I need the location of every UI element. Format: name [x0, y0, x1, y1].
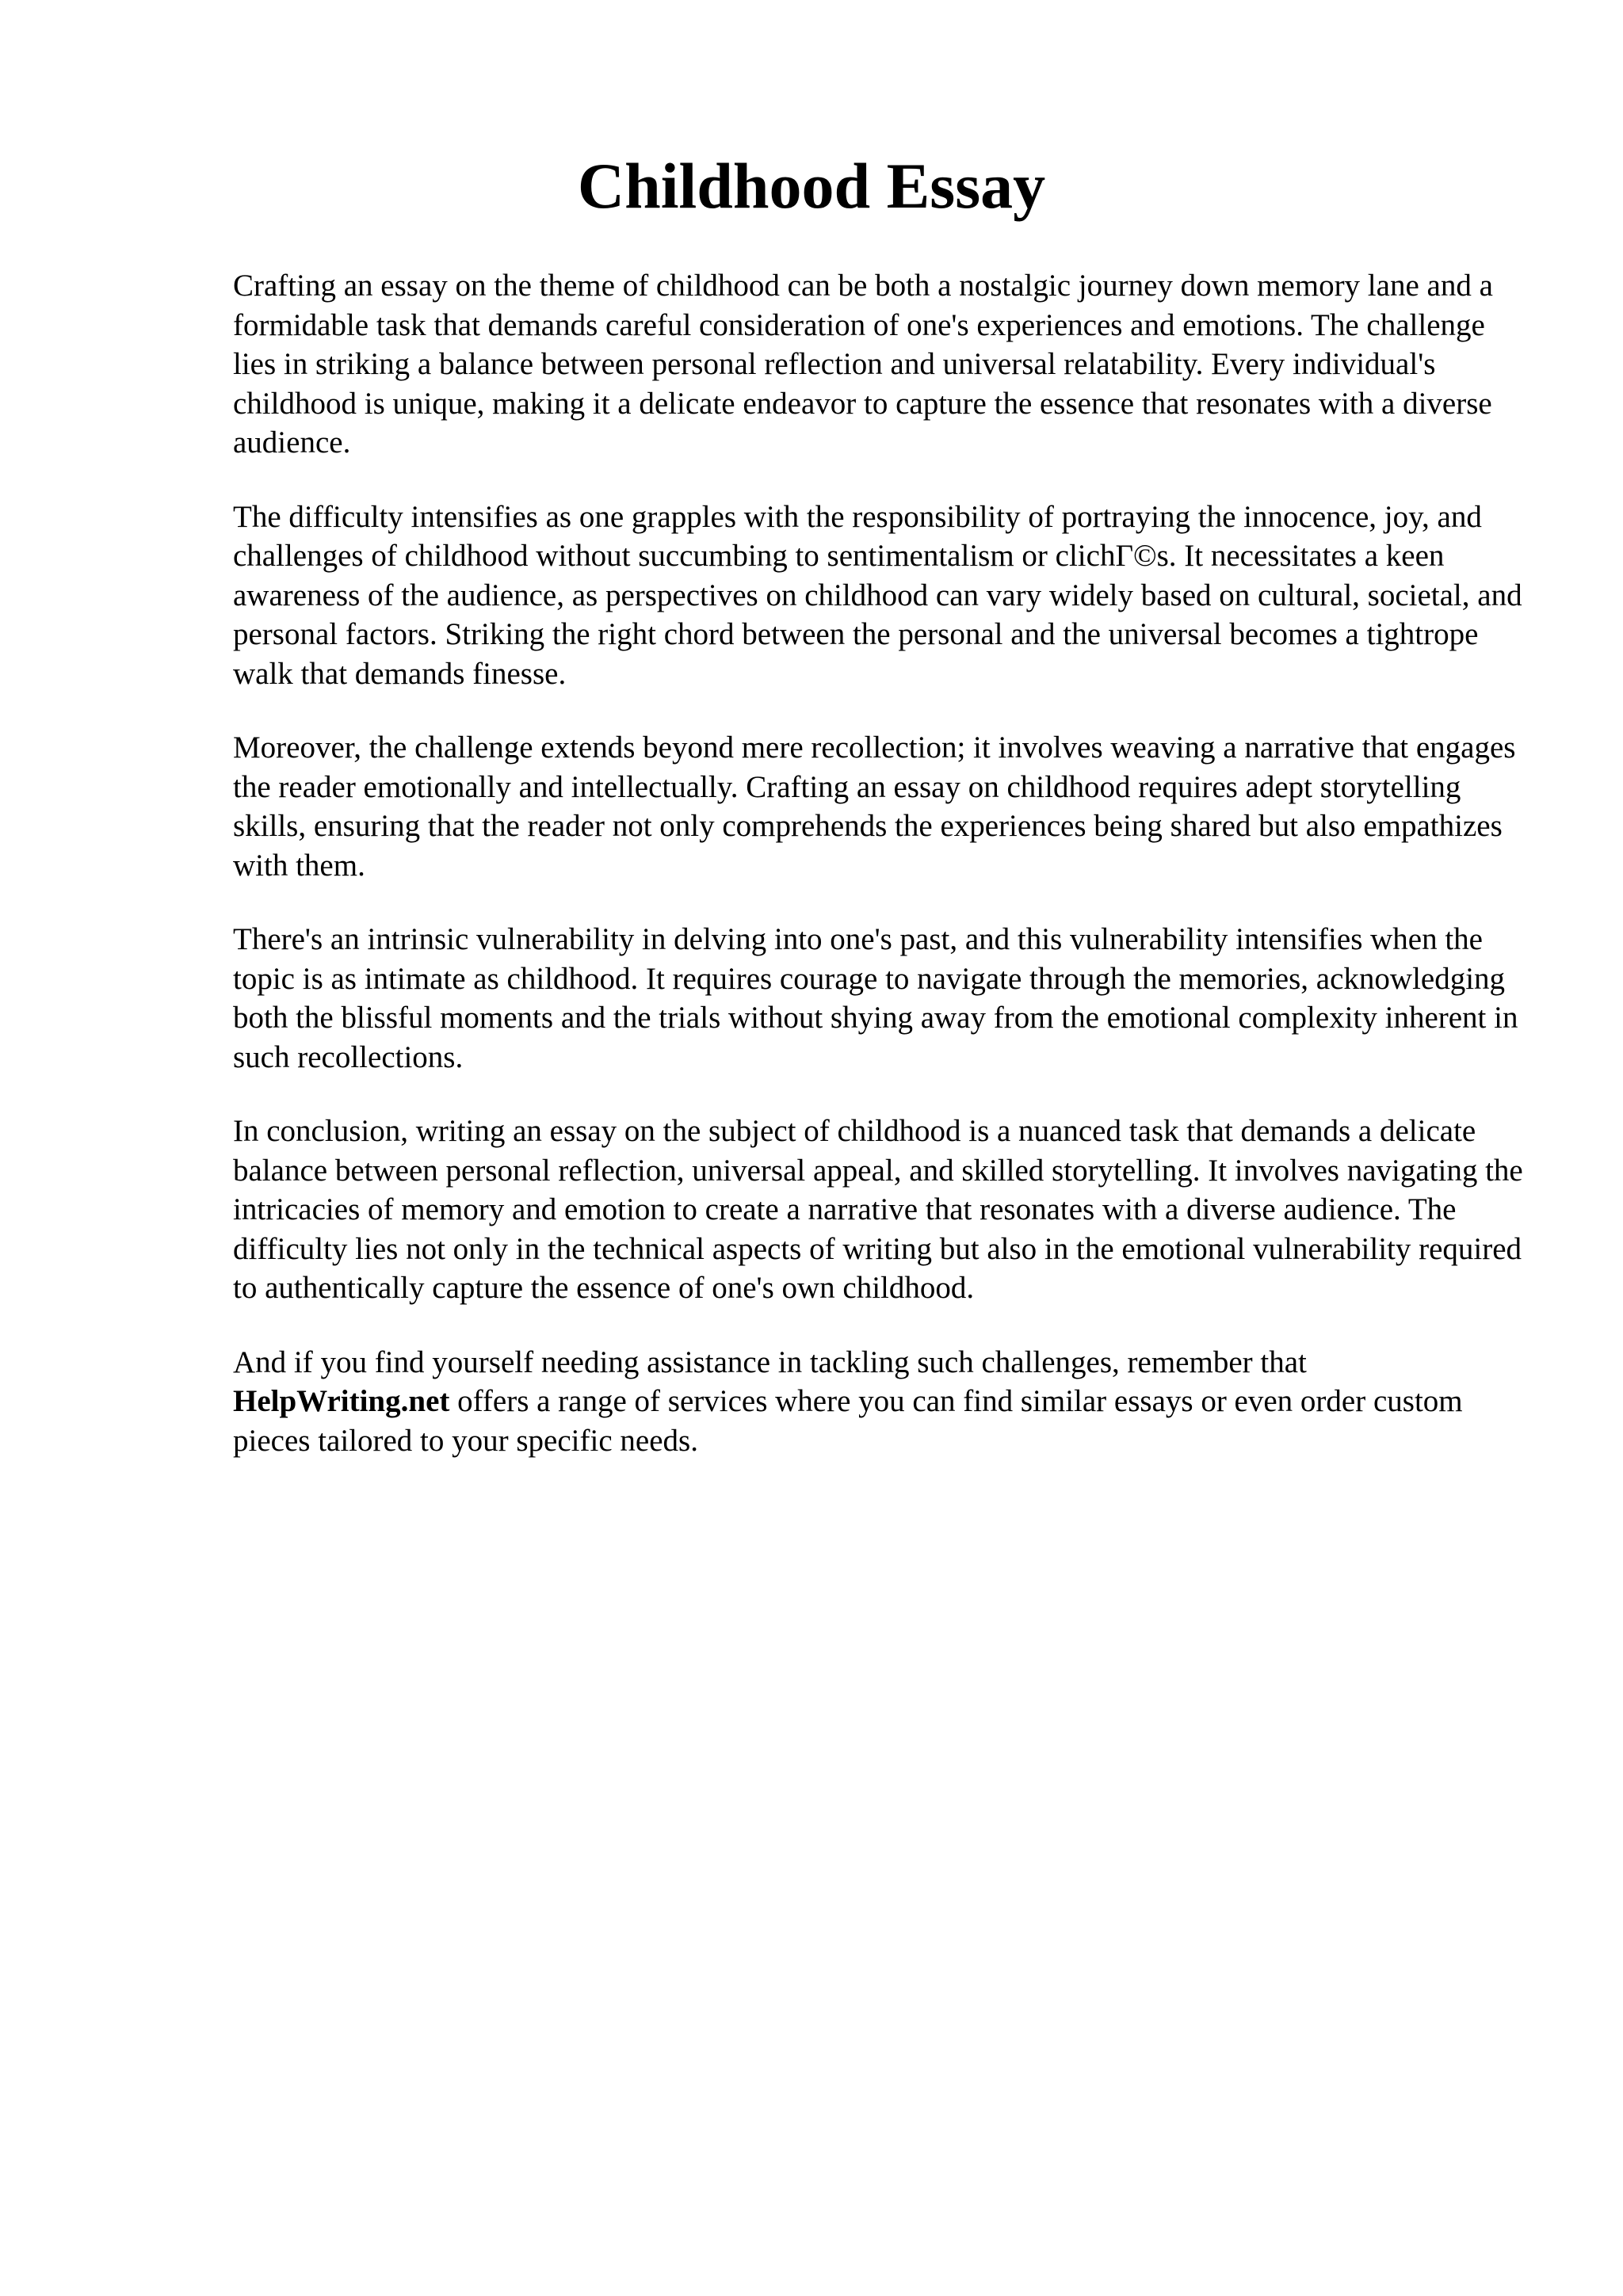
- page-title: Childhood Essay: [577, 150, 1046, 222]
- paragraph-4: There's an intrinsic vulnerability in delving into one's past, and this vulnerability intensifies when the topic is as intimate as childhood. It requires courage to navigate through the memories, acknowledging both the blissful moments and the trials without shying away from the emotional complexity inherent in such recollections.: [233, 922, 1518, 1074]
- closing-text-before: And if you find yourself needing assistance in tackling such challenges, remember that: [233, 1344, 1307, 1379]
- paragraph-1: Crafting an essay on the theme of childhood can be both a nostalgic journey down memory lane and a formidable task that demands careful consideration of one's experiences and emotions. The challenge lies in striking a balance between personal reflection and universal relatability. Every individual's childhood is unique, making it a delicate endeavor to capture the essence that resonates with a diverse audience.: [233, 269, 1493, 460]
- brand-name: HelpWriting.net: [233, 1384, 450, 1418]
- paragraph-2: The difficulty intensifies as one grapples with the responsibility of portraying the innocence, joy, and challenges of childhood without succumbing to sentimentalism or clichΓ©s. It necessitates a keen awareness of the audience, as perspectives on childhood can vary widely based on cultural, societal, and personal factors. Striking the right chord between the personal and the universal becomes a tightrope walk that demands finesse.: [233, 499, 1522, 691]
- paragraph-5: In conclusion, writing an essay on the subject of childhood is a nuanced task that demands a delicate balance between personal reflection, universal appeal, and skilled storytelling. It involves navigating the intricacies of memory and emotion to create a narrative that resonates with a diverse audience. The difficulty lies not only in the technical aspects of writing but also in the emotional vulnerability required to authentically capture the essence of one's own childhood.: [233, 1114, 1523, 1305]
- essay-body: [233, 266, 1525, 1495]
- paragraph-3: Moreover, the challenge extends beyond mere recollection; it involves weaving a narrative that engages the reader emotionally and intellectually. Crafting an essay on childhood requires adept storytelling skills, ensuring that the reader not only comprehends the experiences being shared but also empathizes with them.: [233, 730, 1516, 883]
- closing-paragraph: [233, 1343, 1525, 1461]
- closing-text-after: offers a range of services where you can find similar essays or even order custom pieces tailored to your specific needs.: [233, 1384, 1463, 1458]
